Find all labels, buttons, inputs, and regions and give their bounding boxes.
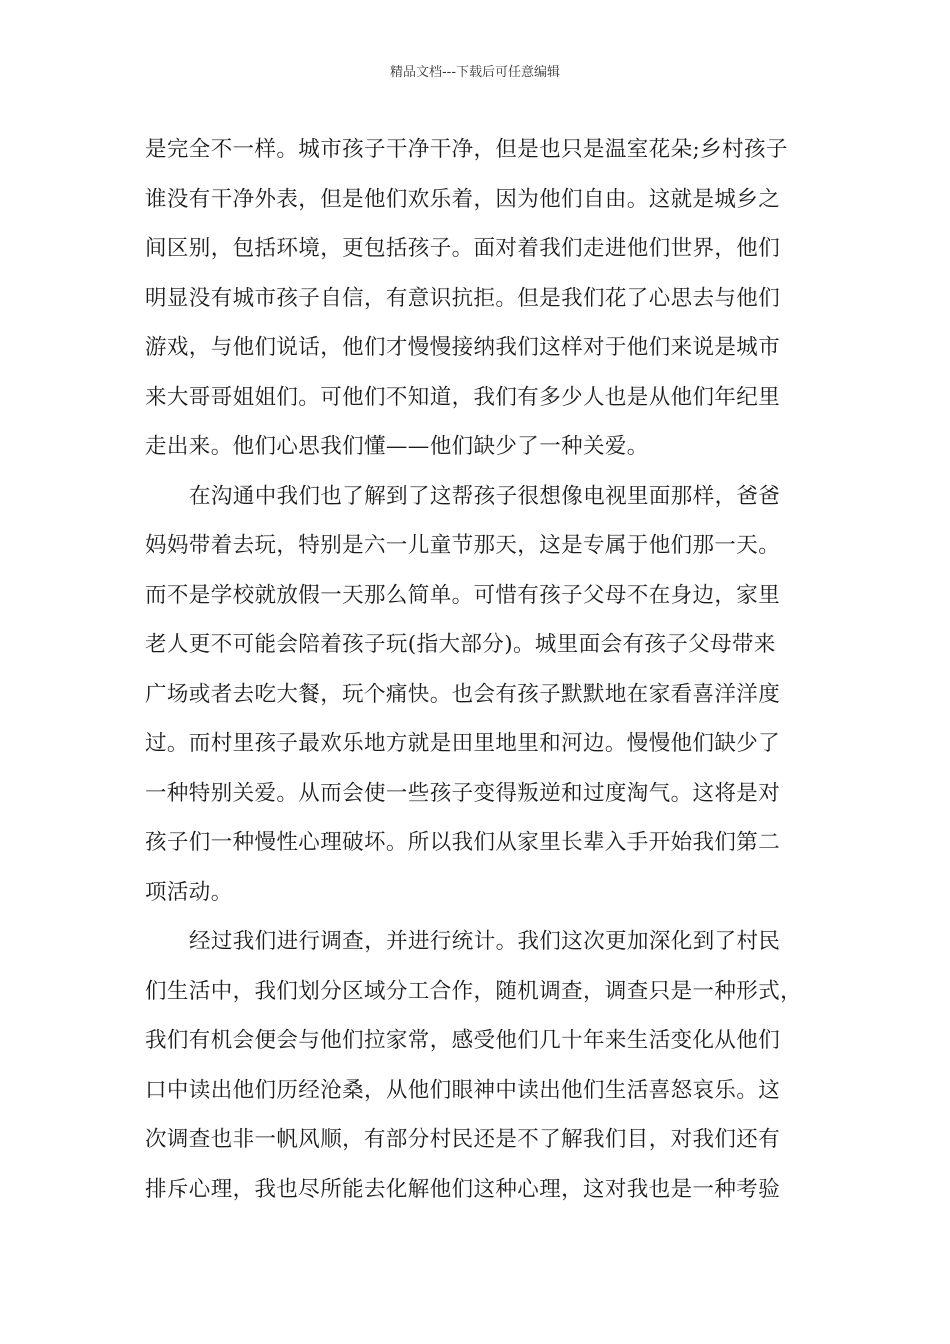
text-line: 明显没有城市孩子自信，有意识抗拒。但是我们花了心思去与他们	[145, 285, 781, 311]
document-body	[145, 125, 815, 1214]
text-line: 过。而村里孩子最欢乐地方就是田里地里和河边。慢慢他们缺少了	[145, 731, 781, 756]
text-line: 而不是学校就放假一天那么简单。可惜有孩子父母不在身边，家里	[145, 582, 781, 608]
text-line: 次调查也非一帆风顺，有部分村民还是不了解我们目，对我们还有	[145, 1127, 781, 1152]
text-line: 游戏，与他们说话，他们才慢慢接纳我们这样对于他们来说是城市	[145, 335, 781, 360]
text-line: 排斥心理，我也尽所能去化解他们这种心理，这对我也是一种考验	[145, 1176, 781, 1202]
text-line: 老人更不可能会陪着孩子玩(指大部分)。城里面会有孩子父母带来	[145, 632, 776, 657]
text-line: 走出来。他们心思我们懂——他们缺少了一种关爱。	[145, 434, 649, 459]
text-line: 孩子们一种慢性心理破坏。所以我们从家里长辈入手开始我们第二	[145, 830, 781, 855]
page-header: 精品文档---下载后可任意编辑	[389, 65, 561, 80]
text-line: 口中读出他们历经沧桑，从他们眼神中读出他们生活喜怒哀乐。这	[145, 1077, 781, 1103]
text-line: 来大哥哥姐姐们。可他们不知道，我们有多少人也是从他们年纪里	[145, 384, 781, 410]
text-line: 是完全不一样。城市孩子干净干净，但是也只是温室花朵;乡村孩子	[145, 137, 788, 162]
text-line: 广场或者去吃大餐，玩个痛快。也会有孩子默默地在家看喜洋洋度	[145, 681, 781, 707]
text-line: 们生活中，我们划分区域分工合作，随机调查，调查只是一种形式，	[145, 978, 803, 1004]
text-line: 项活动。	[145, 879, 233, 905]
text-line: 妈妈带着去玩，特别是六一儿童节那天，这是专属于他们那一天。	[145, 533, 781, 558]
text-line: 我们有机会便会与他们拉家常，感受他们几十年来生活变化从他们	[145, 1028, 781, 1053]
paragraph-first-line: 经过我们进行调查，并进行统计。我们这次更加深化到了村民	[189, 929, 781, 954]
text-line: 谁没有干净外表，但是他们欢乐着，因为他们自由。这就是城乡之	[145, 186, 781, 212]
paragraph-first-line: 在沟通中我们也了解到了这帮孩子很想像电视里面那样，爸爸	[189, 483, 781, 509]
text-line: 间区别，包括环境，更包括孩子。面对着我们走进他们世界，他们	[145, 236, 781, 261]
text-line: 一种特别关爱。从而会使一些孩子变得叛逆和过度淘气。这将是对	[145, 780, 781, 806]
